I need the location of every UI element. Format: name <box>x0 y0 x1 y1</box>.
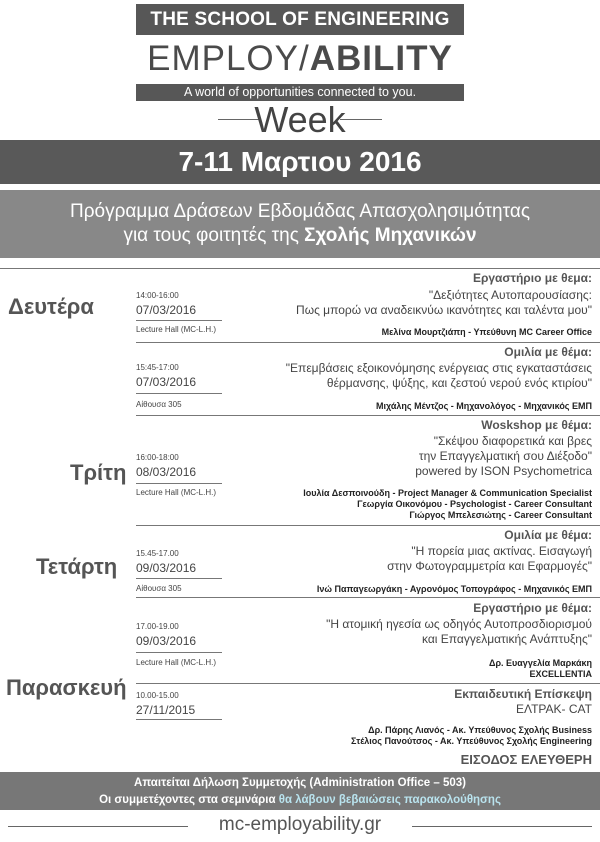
event-description-line-2: Πως μπορώ να αναδεικνύω ικανότητες και ταλέντα μου" <box>296 303 592 317</box>
event-divider-short <box>136 393 222 394</box>
event-time: 16:00-18:00 <box>136 453 179 462</box>
registration-line-2-highlight: θα λάβουν βεβαιώσεις παρακολούθησης <box>278 794 501 806</box>
event-description-line-2: την Επαγγελματική σου Διέξοδο" <box>418 449 592 463</box>
week-heading: Week <box>254 99 346 140</box>
event-divider-short <box>136 320 222 321</box>
event-speaker: Δρ. Ευαγγελία Μαρκάκη <box>489 658 592 668</box>
employability-logo <box>136 40 464 78</box>
event-speaker: Μελίνα Μουρτζιάπη - Υπεύθυνη MC Career Office <box>381 327 592 337</box>
event-description-line-1: "Η ατομική ηγεσία ως οδηγός Αυτοπροσδιορισμού <box>326 617 592 631</box>
website-link[interactable]: mc-employability.gr <box>218 814 382 835</box>
event-speaker: Στέλιος Πανούτσος - Ακ. Υπεύθυνος Σχολής Engineering <box>350 736 592 746</box>
event-date: 07/03/2016 <box>136 303 197 317</box>
day-label-friday: Παρασκευή <box>6 675 127 700</box>
event-description-line-1: ΕΛΤΡΑΚ- CAT <box>515 702 592 716</box>
logo-part-ability: ABILITY <box>309 39 453 78</box>
event-divider <box>136 597 600 598</box>
school-banner: THE SCHOOL OF ENGINEERING <box>136 4 464 35</box>
event-divider-short <box>136 652 222 653</box>
registration-line-1: Απαιτείται Δήλωση Συμμετοχής (Administration Office – 503) <box>134 777 466 789</box>
event-type: Ομιλία με θέμα: <box>504 528 592 542</box>
program-line-2 <box>0 224 600 248</box>
website-line-right <box>412 826 592 827</box>
program-line-2-prefix: για τους φοιτητές της <box>123 225 305 246</box>
event-speaker: Ιουλία Δεσποινούδη - Project Manager & Communication Specialist <box>303 488 592 498</box>
event-type: Εκπαιδευτική Επίσκεψη <box>454 687 592 701</box>
registration-banner <box>0 772 600 810</box>
event-divider <box>136 525 600 526</box>
event-location: Αίθουσα 305 <box>136 400 182 409</box>
event-time: 17.00-19.00 <box>136 622 179 631</box>
event-time: 15.45-17.00 <box>136 549 179 558</box>
event-description-line-2: θέρμανσης, ψύξης, και ζεστού νερού ενός κτιρίου" <box>326 376 592 390</box>
event-date: 08/03/2016 <box>136 465 197 479</box>
event-description-line-1: "Δεξιότητες Αυτοπαρουσίασης: <box>428 288 592 302</box>
event-type: Ομιλία με θέμα: <box>504 345 592 359</box>
event-speaker: Μιχάλης Μέντζος - Μηχανολόγος - Μηχανικός ΕΜΠ <box>376 401 592 411</box>
date-banner: 7-11 Μαρτιου 2016 <box>0 140 600 184</box>
event-location: Lecture Hall (MC-L.H.) <box>136 488 217 497</box>
day-label-wednesday: Τετάρτη <box>36 554 118 579</box>
event-divider <box>136 342 600 343</box>
event-divider-short <box>136 719 222 720</box>
schedule-top-divider <box>0 268 600 269</box>
event-description-line-2: και Επαγγελματικής Ανάπτυξης" <box>422 632 592 646</box>
event-date: 09/03/2016 <box>136 634 197 648</box>
event-speaker: Ινώ Παπαγεωργάκη - Αγρονόμος Τοπογράφος - Μηχανικός ΕΜΠ <box>316 584 592 594</box>
event-divider-short <box>136 578 222 579</box>
event-description-line-1: "Σκέψου διαφορετικά και βρες <box>433 434 592 448</box>
event-divider <box>136 683 600 684</box>
registration-line-2-prefix: Οι συμμετέχοντες στα σεμινάρια <box>99 794 279 806</box>
event-date: 27/11/2015 <box>136 703 196 717</box>
program-banner <box>0 190 600 258</box>
event-location: Lecture Hall (MC-L.H.) <box>136 325 217 334</box>
logo-part-employ: EMPLOY <box>147 39 300 78</box>
event-date: 09/03/2016 <box>136 561 197 575</box>
event-description-line-2: στην Φωτογραμμετρία και Εφαρμογές" <box>387 559 592 573</box>
registration-line-2 <box>0 792 600 809</box>
event-description-line-1: "Η πορεία μιας ακτίνας. Εισαγωγή <box>411 544 592 558</box>
event-date: 07/03/2016 <box>136 375 197 389</box>
event-type: Εργαστήριο με θεμα: <box>472 271 592 285</box>
event-type: Εργαστήριο με θέμα: <box>473 601 592 615</box>
logo-slash: / <box>299 39 310 78</box>
event-description-line-1: "Επεμβάσεις εξοικονόμησης ενέργειας στις εγκαταστάσεις <box>285 361 592 375</box>
event-time: 10.00-15.00 <box>136 691 179 700</box>
tagline: A world of opportunities connected to you. <box>136 84 464 101</box>
day-label-tuesday: Τρίτη <box>70 460 127 485</box>
event-location: Αίθουσα 305 <box>136 584 182 593</box>
event-speaker: Δρ. Πάρης Λιανός - Ακ. Υπεύθυνος Σχολής Business <box>368 725 592 735</box>
website-line-left <box>8 826 188 827</box>
event-time: 15:45-17:00 <box>136 363 179 372</box>
event-speaker-org: EXCELLENTIA <box>529 669 592 679</box>
program-line-2-bold: Σχολής Μηχανικών <box>304 225 477 246</box>
free-entrance-note: ΕΙΣΟΔΟΣ ΕΛΕΥΘΕΡΗ <box>460 752 592 767</box>
event-time: 14:00-16:00 <box>136 291 179 300</box>
program-line-1: Πρόγραμμα Δράσεων Εβδομάδας Απασχολησιμότητας <box>69 201 531 222</box>
event-description-line-3: powered by ISON Psychometrica <box>415 464 592 478</box>
event-divider <box>136 415 600 416</box>
event-divider-short <box>136 483 222 484</box>
event-location: Lecture Hall (MC-L.H.) <box>136 658 217 667</box>
day-label-monday: Δευτέρα <box>8 294 94 319</box>
event-speaker: Γιώργος Μπελεσιώτης - Career Consultant <box>409 510 592 520</box>
event-type: Woskshop με θέμα: <box>481 418 592 432</box>
event-speaker: Γεωργία Οικονόμου - Psychologist - Career Consultant <box>357 499 592 509</box>
